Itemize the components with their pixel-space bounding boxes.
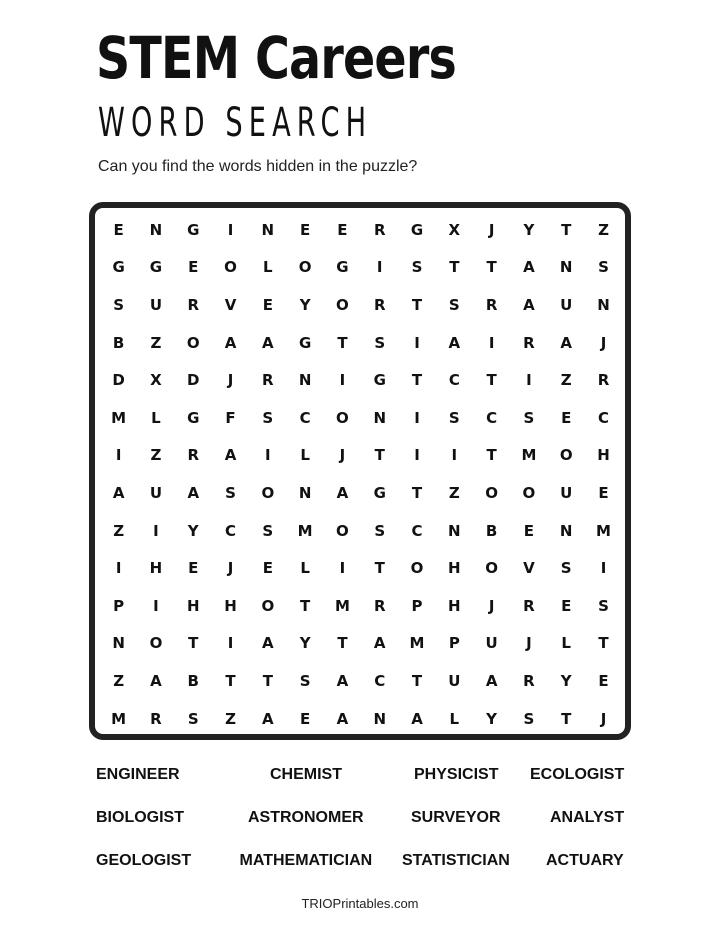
word-list-item: ENGINEER	[96, 766, 180, 783]
grid-letter: G	[410, 220, 424, 239]
grid-letter: N	[597, 295, 610, 314]
grid-letter: B	[187, 671, 199, 690]
grid-letter: F	[225, 408, 236, 427]
grid-letter: T	[374, 446, 385, 465]
grid-letter: T	[411, 295, 423, 314]
grid-letter: J	[526, 634, 532, 653]
grid-letter: O	[298, 258, 312, 277]
grid-letter: I	[414, 333, 420, 352]
grid-letter: P	[448, 634, 460, 653]
grid-letter: T	[411, 371, 423, 390]
grid-letter: I	[339, 559, 346, 578]
grid-letter: C	[225, 521, 237, 540]
grid-letter: S	[598, 258, 609, 277]
grid-letter: E	[188, 258, 199, 277]
grid-letter: E	[561, 408, 572, 427]
grid-letter: A	[485, 671, 498, 690]
grid-letter: I	[600, 559, 607, 578]
grid-letter: V	[523, 559, 535, 578]
grid-letter: C	[411, 521, 423, 540]
grid-letter: T	[411, 483, 423, 502]
grid-letter: E	[598, 671, 609, 690]
grid-letter: Y	[486, 709, 498, 728]
grid-letter: Z	[150, 333, 162, 352]
word-list-item: MATHEMATICIAN	[239, 852, 373, 869]
word-list-item: STATISTICIAN	[402, 852, 510, 869]
grid-letter: O	[336, 521, 349, 540]
grid-letter: T	[337, 634, 348, 653]
grid-letter: I	[414, 446, 420, 465]
grid-letter: T	[262, 671, 273, 690]
grid-letter: E	[561, 596, 572, 615]
grid-letter: G	[187, 220, 200, 239]
grid-letter: B	[485, 521, 498, 540]
grid-letter: A	[523, 258, 535, 277]
grid-letter: A	[112, 483, 125, 502]
grid-letter: O	[485, 559, 498, 578]
grid-letter: S	[411, 258, 423, 277]
grid-letter: A	[560, 333, 573, 352]
grid-letter: S	[523, 709, 535, 728]
grid-letter: E	[113, 220, 124, 239]
grid-letter: I	[414, 408, 420, 427]
grid-letter: S	[187, 709, 199, 728]
grid-letter: T	[486, 258, 497, 277]
grid-letter: N	[373, 408, 386, 427]
grid-letter: Z	[113, 671, 125, 690]
grid-letter: L	[449, 709, 460, 728]
grid-letter: R	[373, 295, 386, 314]
grid-letter: E	[262, 559, 273, 578]
grid-letter: Z	[560, 371, 572, 390]
grid-letter: A	[262, 634, 274, 653]
grid-letter: P	[411, 596, 423, 615]
grid-letter: U	[149, 483, 163, 502]
grid-letter: S	[560, 559, 572, 578]
grid-letter: I	[451, 446, 458, 465]
grid-letter: U	[448, 671, 461, 690]
grid-letter: M	[521, 446, 537, 465]
grid-letter: U	[560, 483, 573, 502]
grid-letter: A	[224, 333, 237, 352]
grid-letter: G	[336, 258, 349, 277]
footer-credit: TRIOPrintables.com	[301, 896, 419, 911]
grid-letter: E	[188, 559, 199, 578]
grid-letter: T	[188, 634, 199, 653]
grid-letter: S	[374, 333, 386, 352]
grid-letter: D	[187, 371, 200, 390]
grid-letter: E	[523, 521, 535, 540]
grid-letter: J	[488, 220, 495, 239]
grid-letter: M	[297, 521, 313, 540]
grid-letter: G	[298, 333, 312, 352]
word-list-item: ACTUARY	[546, 852, 624, 869]
grid-letter: Z	[448, 483, 460, 502]
grid-letter: C	[374, 671, 386, 690]
word-list-item: ASTRONOMER	[248, 809, 364, 826]
grid-letter: R	[523, 596, 535, 615]
grid-letter: A	[448, 333, 461, 352]
grid-letter: P	[113, 596, 125, 615]
grid-letter: L	[300, 559, 310, 578]
grid-letter: E	[300, 220, 311, 239]
grid-letter: R	[523, 333, 535, 352]
grid-letter: G	[187, 408, 200, 427]
grid-letter: O	[485, 483, 498, 502]
grid-letter: O	[261, 483, 275, 502]
word-list-item: PHYSICIST	[414, 766, 499, 783]
grid-letter: S	[113, 295, 125, 314]
grid-letter: I	[265, 446, 271, 465]
grid-letter: N	[373, 709, 386, 728]
grid-letter: X	[448, 220, 461, 239]
grid-letter: G	[112, 258, 125, 277]
grid-letter: S	[448, 408, 460, 427]
grid-letter: Y	[523, 220, 535, 239]
grid-letter: S	[448, 295, 460, 314]
grid-letter: R	[187, 446, 200, 465]
grid-letter: U	[560, 295, 573, 314]
grid-letter: N	[298, 371, 312, 390]
grid-letter: T	[486, 446, 497, 465]
grid-letter: M	[111, 709, 127, 728]
grid-letter: I	[526, 371, 532, 390]
grid-letter: D	[112, 371, 125, 390]
grid-letter: Y	[560, 671, 572, 690]
grid-letter: E	[598, 483, 609, 502]
grid-letter: T	[225, 671, 236, 690]
grid-letter: T	[561, 220, 572, 239]
grid-letter: Z	[225, 709, 236, 728]
grid-letter: I	[153, 521, 159, 540]
grid-letter: R	[373, 596, 386, 615]
grid-letter: Z	[598, 220, 609, 239]
word-list-item: BIOLOGIST	[96, 809, 184, 826]
grid-letter: R	[150, 709, 162, 728]
grid-letter: L	[561, 634, 571, 653]
grid-letter: B	[112, 333, 125, 352]
grid-letter: S	[299, 671, 311, 690]
grid-letter: C	[448, 371, 460, 390]
grid-letter: E	[300, 709, 311, 728]
grid-letter: S	[262, 408, 274, 427]
grid-letter: M	[334, 596, 350, 615]
grid-letter: N	[559, 258, 573, 277]
grid-letter: O	[336, 295, 349, 314]
grid-letter: J	[600, 333, 607, 352]
grid-letter: S	[598, 596, 609, 615]
grid-letter: U	[485, 634, 498, 653]
grid-letter: H	[186, 596, 200, 615]
grid-letter: A	[336, 709, 349, 728]
grid-letter: T	[486, 371, 497, 390]
grid-letter: G	[373, 483, 386, 502]
grid-letter: S	[523, 408, 535, 427]
grid-letter: N	[149, 220, 163, 239]
grid-letter: I	[115, 559, 122, 578]
grid-letter: M	[596, 521, 611, 540]
grid-letter: H	[224, 596, 237, 615]
word-list-item: GEOLOGIST	[96, 852, 192, 869]
word-list-item: ANALYST	[550, 809, 625, 826]
instructions: Can you find the words hidden in the puzzle?	[98, 158, 418, 175]
grid-letter: I	[153, 596, 159, 615]
grid-letter: Y	[299, 295, 311, 314]
grid-letter: C	[299, 408, 311, 427]
grid-letter: X	[150, 371, 162, 390]
grid-letter: Z	[150, 446, 162, 465]
grid-letter: O	[410, 559, 424, 578]
grid-letter: J	[227, 371, 234, 390]
grid-letter: O	[559, 446, 573, 465]
grid-letter: N	[298, 483, 312, 502]
grid-letter: A	[411, 709, 423, 728]
grid-letter: O	[224, 258, 237, 277]
grid-letter: I	[376, 258, 383, 277]
grid-letter: L	[151, 408, 161, 427]
grid-letter: T	[598, 634, 609, 653]
grid-letter: M	[409, 634, 425, 653]
grid-letter: V	[224, 295, 237, 314]
grid-letter: J	[339, 446, 346, 465]
grid-letter: I	[227, 220, 234, 239]
grid-letter: A	[336, 483, 349, 502]
grid-letter: T	[411, 671, 423, 690]
grid-letter: Y	[299, 634, 311, 653]
grid-letter: Y	[187, 521, 199, 540]
grid-letter: T	[337, 333, 348, 352]
grid-letter: Z	[113, 521, 125, 540]
word-list-item: CHEMIST	[270, 766, 342, 783]
grid-letter: U	[149, 295, 163, 314]
grid-letter: H	[448, 596, 461, 615]
grid-letter: A	[336, 671, 349, 690]
grid-letter: S	[374, 521, 386, 540]
grid-letter: O	[186, 333, 200, 352]
word-list	[96, 766, 628, 876]
grid-letter: S	[262, 521, 274, 540]
grid-letter: A	[523, 295, 535, 314]
grid-letter: C	[486, 408, 498, 427]
grid-letter: T	[300, 596, 311, 615]
grid-letter: J	[488, 596, 495, 615]
grid-letter: T	[449, 258, 460, 277]
grid-letter: G	[373, 371, 386, 390]
grid-letter: L	[263, 258, 273, 277]
grid-letter: I	[339, 371, 346, 390]
grid-letter: J	[227, 559, 234, 578]
grid-letter: N	[559, 521, 573, 540]
grid-letter: E	[262, 295, 273, 314]
grid-letter: H	[149, 559, 163, 578]
grid-letter: A	[262, 709, 274, 728]
word-list-item: SURVEYOR	[411, 809, 501, 826]
grid-letter: O	[261, 596, 275, 615]
grid-letter: H	[597, 446, 610, 465]
grid-letter: N	[261, 220, 275, 239]
grid-letter: T	[561, 709, 572, 728]
grid-letter: C	[598, 408, 610, 427]
grid-letter: H	[448, 559, 461, 578]
word-list-item: ECOLOGIST	[530, 766, 625, 783]
grid-letter: M	[111, 408, 127, 427]
letter-grid	[100, 211, 622, 737]
grid-letter: I	[488, 333, 495, 352]
grid-letter: G	[149, 258, 163, 277]
grid-letter: O	[149, 634, 163, 653]
grid-letter: S	[225, 483, 236, 502]
grid-letter: I	[227, 634, 234, 653]
grid-letter: R	[523, 671, 535, 690]
grid-letter: O	[522, 483, 536, 502]
grid-letter: A	[373, 634, 386, 653]
grid-letter: N	[112, 634, 125, 653]
page-title: STEM Careers	[96, 24, 456, 92]
grid-letter: R	[485, 295, 498, 314]
grid-letter: R	[262, 371, 274, 390]
grid-letter: A	[187, 483, 200, 502]
grid-letter: E	[337, 220, 348, 239]
grid-letter: L	[300, 446, 310, 465]
grid-letter: R	[597, 371, 610, 390]
grid-letter: I	[115, 446, 122, 465]
grid-letter: R	[187, 295, 200, 314]
page-subtitle: WORD SEARCH	[98, 100, 373, 146]
grid-letter: T	[374, 559, 385, 578]
grid-letter: N	[448, 521, 461, 540]
grid-letter: R	[373, 220, 386, 239]
grid-letter: A	[262, 333, 274, 352]
grid-letter: A	[150, 671, 162, 690]
grid-letter: A	[224, 446, 237, 465]
grid-letter: O	[336, 408, 349, 427]
grid-letter: J	[600, 709, 607, 728]
